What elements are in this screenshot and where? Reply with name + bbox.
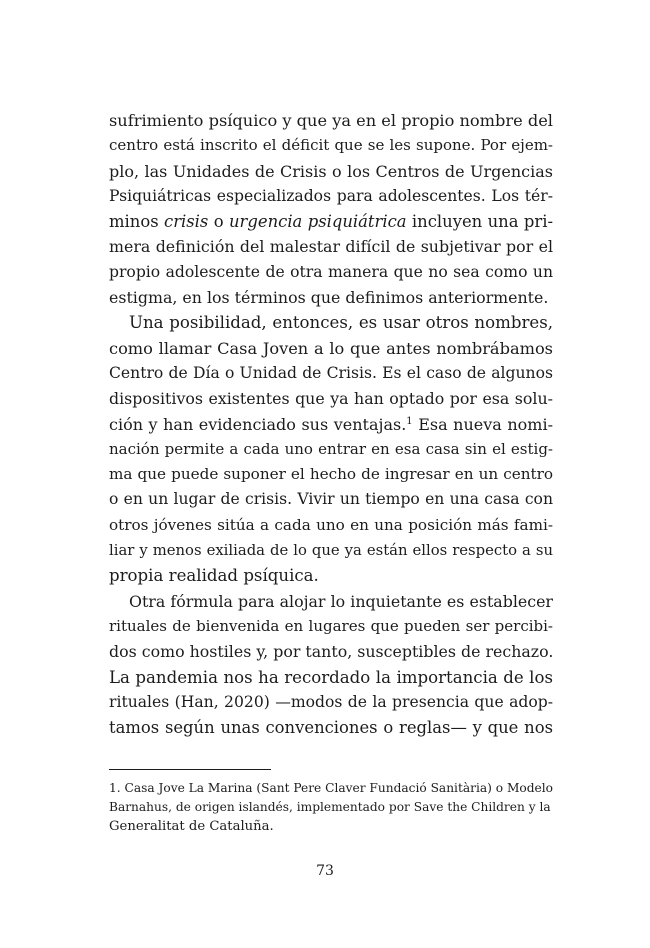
text-line: Una posibilidad, entonces, es usar otros nombres, <box>129 313 553 333</box>
text-run: o <box>208 212 229 232</box>
text-run: ción y han evidenciado sus ventajas. <box>109 414 407 434</box>
text-line <box>109 412 553 437</box>
text-line: plo, las Unidades de Crisis o los Centros de Urgencias <box>109 161 553 181</box>
text-line: Otra fórmula para alojar lo inquietante es establecer <box>129 591 553 611</box>
text-line: como llamar Casa Joven a lo que antes nombrábamos <box>109 338 553 358</box>
footnote-line: Generalitat de Cataluña. <box>109 819 274 834</box>
paragraph-1 <box>109 108 553 310</box>
text-line: Centro de Día o Unidad de Crisis. Es el caso de algunos <box>109 363 553 382</box>
text-line: rituales de bienvenida en lugares que pueden ser percibi- <box>109 616 553 635</box>
text-line: estigma, en los términos que definimos anteriormente. <box>109 288 549 308</box>
text-line: propio adolescente de otra manera que no sea como un <box>109 262 553 281</box>
page-number: 73 <box>316 863 334 879</box>
footnote-line: Barnahus, de origen islandés, implementado por Save the Children y la <box>109 800 551 814</box>
text-line: rituales (Han, 2020) —modos de la presencia que adop- <box>109 692 553 711</box>
text-line: dos como hostiles y, por tanto, susceptibles de rechazo. <box>109 642 554 662</box>
paragraph-2 <box>109 310 553 588</box>
text-line: nación permite a cada uno entrar en esa casa sin el estig- <box>109 439 553 458</box>
text-line: La pandemia nos ha recordado la importancia de los <box>109 667 553 687</box>
italic-term-crisis: crisis <box>164 212 209 232</box>
text-run: minos <box>109 212 165 232</box>
text-line: propia realidad psíquica. <box>109 566 319 586</box>
text-run: incluyen una pri- <box>406 212 553 232</box>
text-line: otros jóvenes sitúa a cada uno en una posición más fami- <box>109 515 553 534</box>
text-line: ma que puede suponer el hecho de ingresar en un centro <box>109 465 553 484</box>
text-line: mera definición del malestar difícil de subjetivar por el <box>109 237 553 257</box>
text-line <box>109 209 553 234</box>
text-line: liar y menos exiliada de lo que ya están ellos respecto a su <box>109 542 553 560</box>
footnote-reference[interactable]: 1 <box>406 415 413 427</box>
paragraph-3 <box>109 589 553 741</box>
italic-term-urgencia: urgencia psiquiátrica <box>229 212 407 232</box>
text-line: o en un lugar de crisis. Vivir un tiempo en una casa con <box>109 490 553 509</box>
text-line: tamos según unas convenciones o reglas— y que nos <box>109 718 553 738</box>
text-run: Esa nueva nomi- <box>412 414 553 434</box>
text-line: dispositivos existentes que ya han optado por esa solu- <box>109 389 553 409</box>
footnote-separator <box>109 769 271 770</box>
footnote-line: 1. Casa Jove La Marina (Sant Pere Claver Fundació Sanitària) o Modelo <box>109 781 554 795</box>
text-line: centro está inscrito el déficit que se les supone. Por ejem- <box>109 136 553 155</box>
text-line: Psiquiátricas especializados para adolescentes. Los tér- <box>109 186 553 205</box>
body-text <box>109 108 553 740</box>
text-line: sufrimiento psíquico y que ya en el propio nombre del <box>109 111 553 130</box>
footnote <box>109 779 553 836</box>
